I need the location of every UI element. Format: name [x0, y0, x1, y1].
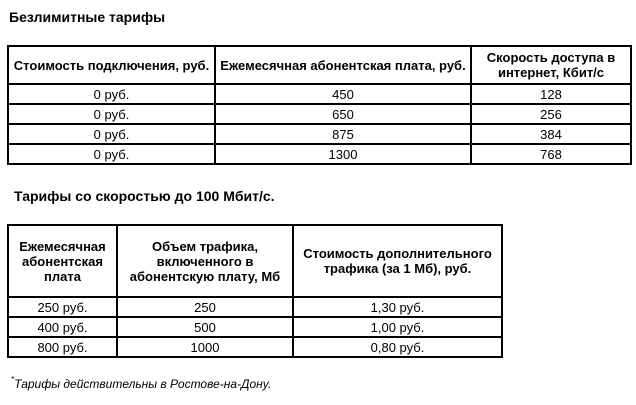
column-header-monthly-fee: Ежемесячная абонентская плата, руб. — [215, 46, 471, 84]
unlimited-tariffs-title: Безлимитные тарифы — [9, 9, 166, 25]
column-header-monthly-fee: Ежемесячная абонентская плата — [8, 225, 117, 297]
table-row — [8, 84, 631, 104]
table-row — [8, 297, 502, 317]
table-cell: 256 — [471, 104, 631, 124]
table-cell: 650 — [215, 104, 471, 124]
table-cell: 1000 — [117, 337, 293, 357]
table-cell: 384 — [471, 124, 631, 144]
column-header-access-speed: Скорость доступа в интернет, Кбит/с — [471, 46, 631, 84]
table-cell: 0 руб. — [8, 104, 215, 124]
table-cell: 400 руб. — [8, 317, 117, 337]
fast-tariffs-title: Тарифы со скоростью до 100 Мбит/с. — [14, 188, 275, 204]
table-cell: 800 руб. — [8, 337, 117, 357]
table-cell: 1,00 руб. — [293, 317, 502, 337]
table-cell: 128 — [471, 84, 631, 104]
footnote-text: Тарифы действительны в Ростове-на-Дону. — [14, 377, 272, 391]
table-cell: 250 руб. — [8, 297, 117, 317]
table-cell: 450 — [215, 84, 471, 104]
table-cell: 0 руб. — [8, 124, 215, 144]
table-cell: 500 — [117, 317, 293, 337]
table-cell: 768 — [471, 144, 631, 164]
table-cell: 1,30 руб. — [293, 297, 502, 317]
table-row — [8, 104, 631, 124]
table-cell: 250 — [117, 297, 293, 317]
table-row — [8, 337, 502, 357]
table-cell: 875 — [215, 124, 471, 144]
table-row — [8, 317, 502, 337]
table-cell: 0,80 руб. — [293, 337, 502, 357]
table-row — [8, 124, 631, 144]
table-row — [8, 144, 631, 164]
table-cell: 1300 — [215, 144, 471, 164]
column-header-included-traffic: Объем трафика, включенного в абонентскую плату, Мб — [117, 225, 293, 297]
table-header-row — [8, 225, 502, 297]
fast-tariffs-table — [7, 224, 503, 358]
table-cell: 0 руб. — [8, 144, 215, 164]
table-header-row — [8, 46, 631, 84]
column-header-connection-cost: Стоимость подключения, руб. — [8, 46, 215, 84]
footnote — [11, 377, 271, 391]
table-cell: 0 руб. — [8, 84, 215, 104]
unlimited-tariffs-table — [7, 45, 632, 165]
footnote-mark: * — [11, 375, 15, 384]
column-header-extra-traffic-cost: Стоимость дополнительного трафика (за 1 Мб), руб. — [293, 225, 502, 297]
